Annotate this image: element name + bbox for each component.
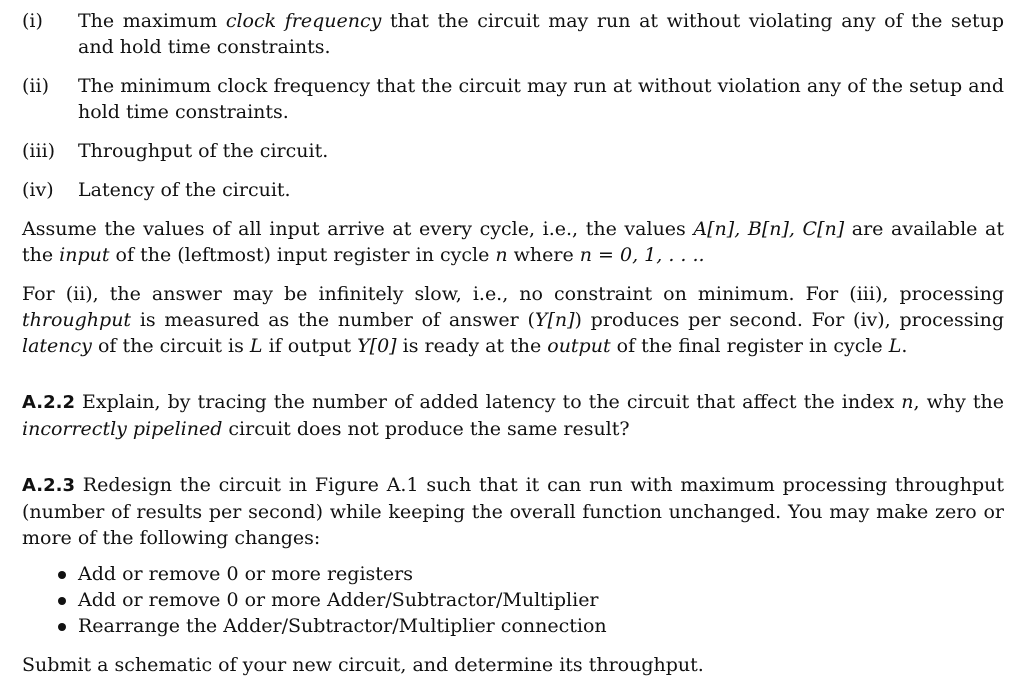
paragraph-text: ) produces per second. For (iv), processing bbox=[574, 309, 1005, 331]
list-item-number: (iv) bbox=[22, 179, 54, 201]
math-variable: L bbox=[888, 335, 902, 357]
bullet-item bbox=[22, 561, 1004, 587]
paragraph-text: if output bbox=[262, 335, 358, 357]
bullet-icon bbox=[58, 597, 66, 605]
list-item-number: (ii) bbox=[22, 75, 49, 97]
emphasis-text: incorrectly pipelined bbox=[22, 418, 223, 440]
list-item-text: Throughput of the circuit. bbox=[78, 140, 329, 162]
question-text: Explain, by tracing the number of added latency to the circuit that affect the index bbox=[75, 391, 902, 413]
bullet-icon bbox=[58, 623, 66, 631]
paragraph-text: of the circuit is bbox=[91, 335, 250, 357]
bullet-item bbox=[22, 613, 1004, 639]
submit-instruction: Submit a schematic of your new circuit, and determine its throughput. bbox=[22, 654, 704, 676]
list-item-iv bbox=[22, 177, 1004, 203]
emphasis-text: clock frequency bbox=[225, 10, 382, 32]
paragraph-text: is ready at the bbox=[396, 335, 548, 357]
question-id: A.2.2 bbox=[22, 392, 75, 413]
list-item-ii bbox=[22, 73, 1004, 125]
paragraph-text: are available at the bbox=[22, 218, 1004, 266]
question-text: Redesign the circuit in Figure A.1 such that it can run with maximum processing throughput (number of results per second) while keeping the overall function unchanged. You may make zero or more of the following changes: bbox=[22, 474, 1004, 549]
math-variable: L bbox=[249, 335, 263, 357]
math-variable: n bbox=[901, 391, 914, 413]
definitions-paragraph bbox=[22, 281, 1004, 359]
bullet-text: Add or remove 0 or more Adder/Subtractor/Multiplier bbox=[78, 589, 599, 611]
bullet-item bbox=[22, 587, 1004, 613]
list-item-text: Latency of the circuit. bbox=[78, 179, 291, 201]
math-expression: n = 0, 1, . . .. bbox=[579, 244, 705, 266]
bullet-text: Add or remove 0 or more registers bbox=[78, 563, 413, 585]
bullet-icon bbox=[58, 571, 66, 579]
bullet-text: Rearrange the Adder/Subtractor/Multiplier connection bbox=[78, 615, 607, 637]
question-a23 bbox=[22, 472, 1004, 551]
paragraph-text: is measured as the number of answer ( bbox=[131, 309, 535, 331]
paragraph-text: where bbox=[507, 244, 580, 266]
paragraph-text: For (ii), the answer may be infinitely slow, i.e., no constraint on minimum. For (iii), processing bbox=[22, 283, 1004, 305]
question-text: , why the bbox=[913, 391, 1004, 413]
math-variable: n bbox=[495, 244, 508, 266]
paragraph-text: Assume the values of all input arrive at every cycle, i.e., the values bbox=[22, 218, 694, 240]
math-expression: Y[0] bbox=[357, 335, 397, 357]
paragraph-text: . bbox=[901, 335, 908, 357]
list-item-text: The maximum bbox=[78, 10, 226, 32]
emphasis-text: latency bbox=[22, 335, 92, 357]
list-item-number: (i) bbox=[22, 10, 43, 32]
list-item-number: (iii) bbox=[22, 140, 56, 162]
question-text: circuit does not produce the same result? bbox=[222, 418, 630, 440]
math-expression: Y[n] bbox=[534, 309, 575, 331]
emphasis-text: throughput bbox=[22, 309, 132, 331]
question-a22 bbox=[22, 389, 1004, 442]
emphasis-text: input bbox=[59, 244, 110, 266]
list-item-iii bbox=[22, 138, 1004, 164]
math-expression: A[n], B[n], C[n] bbox=[693, 218, 845, 240]
list-item-text: that the circuit may run at without violating any of the setup and hold time constraints. bbox=[78, 10, 1005, 58]
list-item-i bbox=[22, 8, 1004, 60]
document-page bbox=[22, 8, 1004, 678]
question-id: A.2.3 bbox=[22, 475, 75, 496]
emphasis-text: output bbox=[547, 335, 611, 357]
paragraph-text: of the (leftmost) input register in cycle bbox=[109, 244, 496, 266]
assumption-paragraph bbox=[22, 216, 1004, 268]
list-item-text: The minimum clock frequency that the circuit may run at without violation any of the setup and hold time constraints. bbox=[78, 75, 1004, 123]
paragraph-text: of the final register in cycle bbox=[610, 335, 889, 357]
